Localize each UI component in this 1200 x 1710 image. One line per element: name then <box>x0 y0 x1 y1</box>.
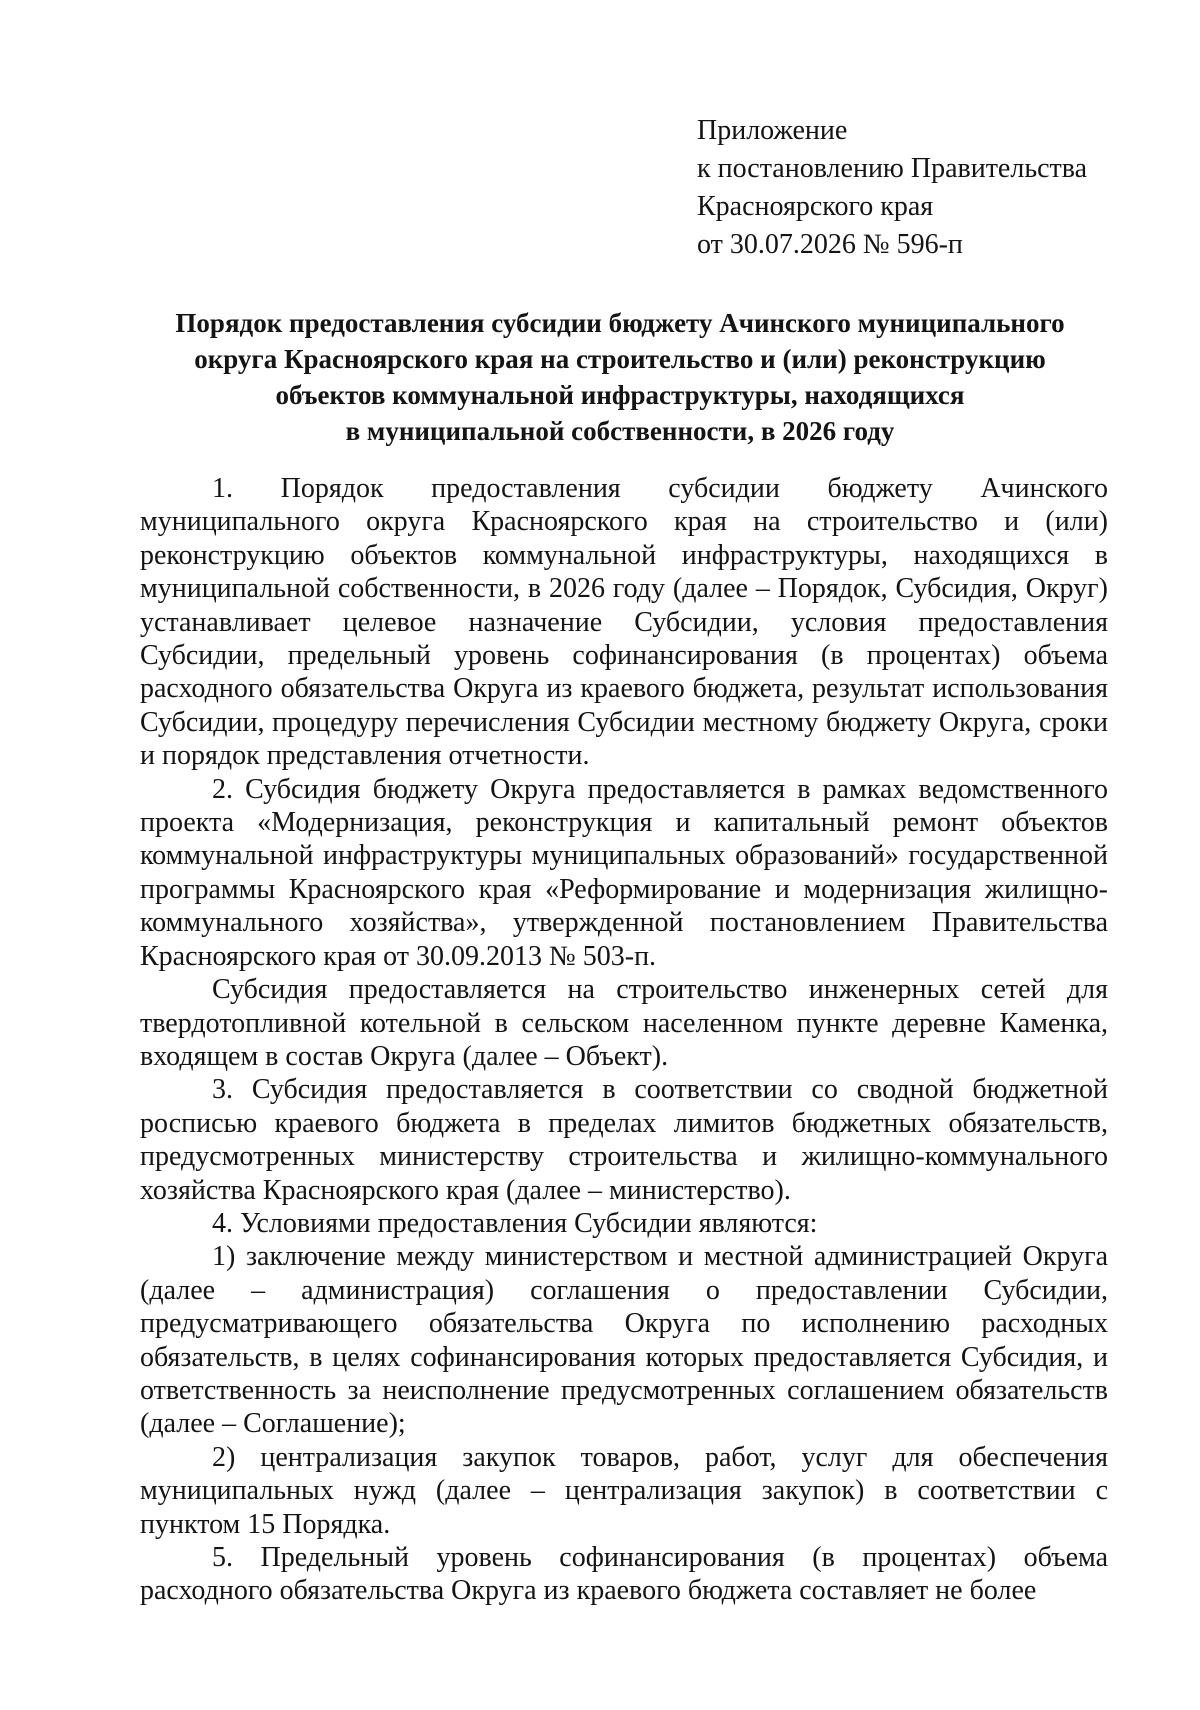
paragraph-3: 3. Субсидия предоставляется в соответствии со сводной бюджетной росписью краевого бюджета в пределах лимитов бюджетных обязательств, предусмотренных министерству строительства и жилищно-коммунального хозяйства Красноярского края (далее – министерство). <box>140 1074 1108 1206</box>
title-line: Порядок предоставления субсидии бюджету Ачинского муниципального <box>175 308 1065 338</box>
document-title <box>140 305 1100 449</box>
paragraph-2-object: Субсидия предоставляется на строительство инженерных сетей для твердотопливной котельной в сельском населенном пункте деревне Каменка, входящем в состав Округа (далее – Объект). <box>140 974 1108 1072</box>
appendix-line: Красноярского края <box>697 191 934 222</box>
paragraph-5: 5. Предельный уровень софинансирования (в процентах) объема расходного обязательства Округа из краевого бюджета составляет не более <box>140 1542 1108 1607</box>
paragraph-2: 2. Субсидия бюджету Округа предоставляется в рамках ведомственного проекта «Модернизация, реконструкция и капитальный ремонт объектов коммунальной инфраструктуры муниципальных образований» государственной программы Красноярского края «Реформирование и модернизация жилищно-коммунального хозяйства», утвержденной постановлением Правительства Красноярского края от 30.09.2013 № 503-п. <box>140 773 1108 972</box>
document-body <box>140 472 1108 1608</box>
appendix-line: к постановлению Правительства <box>697 153 1088 184</box>
paragraph-4-item-1: 1) заключение между министерством и местной администрацией Округа (далее – администрация) соглашения о предоставлении Субсидии, предусматривающего обязательства Округа по исполнению расходных обязательств, в целях софинансирования которых предоставляется Субсидия, и ответственность за неисполнение предусмотренных соглашением обязательств (далее – Соглашение); <box>140 1241 1108 1440</box>
appendix-line: от 30.07.2026 № 596-п <box>697 229 963 260</box>
paragraph-4: 4. Условиями предоставления Субсидии являются: <box>212 1207 818 1239</box>
appendix-block <box>697 112 1087 264</box>
title-line: округа Красноярского края на строительство и (или) реконструкцию <box>194 344 1046 374</box>
appendix-line: Приложение <box>697 115 848 146</box>
title-line: объектов коммунальной инфраструктуры, находящихся <box>275 380 965 410</box>
paragraph-4-item-2: 2) централизация закупок товаров, работ, услуг для обеспечения муниципальных нужд (далее – централизация закупок) в соответствии с пунктом 15 Порядка. <box>140 1441 1108 1540</box>
paragraph-1: 1. Порядок предоставления субсидии бюджету Ачинского муниципального округа Красноярского края на строительство и (или) реконструкцию объектов коммунальной инфраструктуры, находящихся в муниципальной собственности, в 2026 году (далее – Порядок, Субсидия, Округ) устанавливает целевое назначение Субсидии, условия предоставления Субсидии, предельный уровень софинансирования (в процентах) объема расходного обязательства Округа из краевого бюджета, результат использования Субсидии, процедуру перечисления Субсидии местному бюджету Округа, сроки и порядок представления отчетности. <box>140 473 1108 772</box>
title-line: в муниципальной собственности, в 2026 году <box>345 416 895 446</box>
